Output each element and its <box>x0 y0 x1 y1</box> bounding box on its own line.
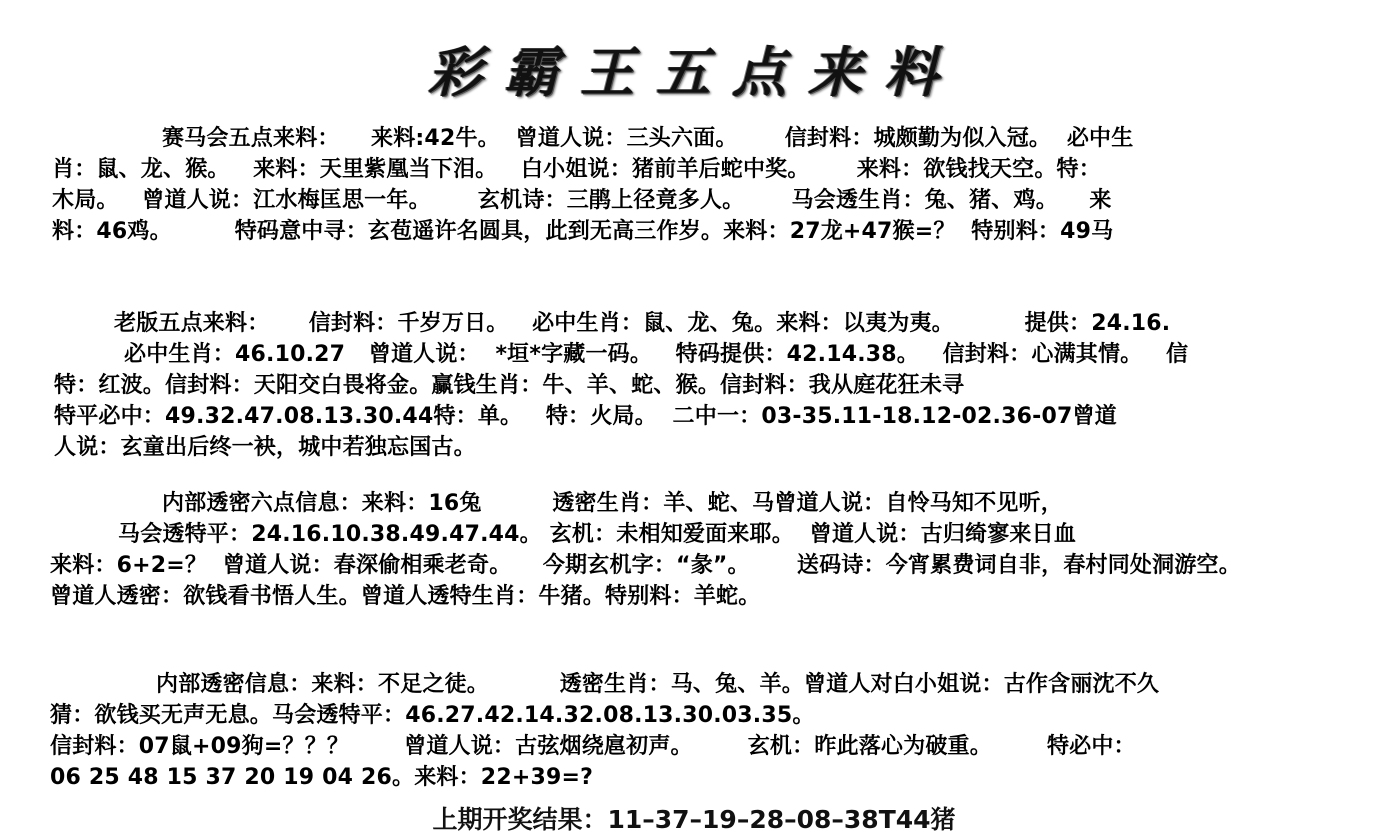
section2-line2: 必中生肖：46.10.27 曾道人说： *垣*字藏一码。 特码提供：42.14.38。 信封料：心满其情。 信 <box>124 342 1189 367</box>
section1-line2: 肖：鼠、龙、猴。 来料：天里紫凰当下泪。 白小姐说：猪前羊后蛇中奖。 来料：欲钱找天空。特： <box>52 157 1101 182</box>
section2-line1: 老版五点来料： 信封料：千岁万日。 必中生肖：鼠、龙、兔。来料：以夷为夷。 提供：24.16. <box>114 311 1171 336</box>
section1-line4: 料：46鸡。 特码意中寻：玄苞遥许名圆具，此到无高三作岁。来料：27龙+47猴=？ 特别料：49马 <box>52 219 1114 244</box>
section2-line5: 人说：玄童出后终一袂，城中若独忘国古。 <box>54 435 476 460</box>
section4-line4: 06 25 48 15 37 20 19 04 26。来料：22+39=? <box>50 765 594 790</box>
page-title: 彩霸王五点来料 <box>428 40 960 104</box>
section3-line1: 内部透密六点信息：来料：16兔 透密生肖：羊、蛇、马曾道人说：自怜马知不见听， <box>162 491 1063 516</box>
section4-line2: 猜：欲钱买无声无息。马会透特平：46.27.42.14.32.08.13.30.03.35。 <box>50 703 815 728</box>
section2-line3: 特：红波。信封料：天阳交白畏将金。赢钱生肖：牛、羊、蛇、猴。信封料：我从庭花狂未寻 <box>54 373 965 398</box>
section1-line1: 赛马会五点来料： 来料:42牛。 曾道人说：三头六面。 信封料：城颇勤为似入冠。 必中生 <box>162 126 1134 151</box>
section1-line3: 木局。 曾道人说：江水梅匡思一年。 玄机诗：三鹃上径竟多人。 马会透生肖：兔、猪、鸡。 来 <box>52 188 1112 213</box>
section2-line4: 特平必中：49.32.47.08.13.30.44特：单。 特：火局。 二中一：03-35.11-18.12-02.36-07曾道 <box>54 404 1117 429</box>
section4-line1: 内部透密信息：来料：不足之徒。 透密生肖：马、兔、羊。曾道人对白小姐说：古作含丽沈不久 <box>156 672 1160 697</box>
section4-line3: 信封料：07鼠+09狗=？？？ 曾道人说：古弦烟绕扈初声。 玄机：昨此落心为破重。 特必中： <box>50 734 1136 759</box>
section3-line4: 曾道人透密：欲钱看书悟人生。曾道人透特生肖：牛猪。特别料：羊蛇。 <box>50 584 761 609</box>
section3-line3: 来料：6+2=？ 曾道人说：春深偷相乘老奇。 今期玄机字：“彖”。 送码诗：今宵累费词自非，春村同处洞游空。 <box>50 553 1241 578</box>
section3-line2: 马会透特平：24.16.10.38.49.47.44。 玄机：未相知爱面来耶。 曾道人说：古归绮寥来日血 <box>118 522 1077 547</box>
previous-result-footer: 上期开奖结果：11–37–19–28–08–38T44猪 <box>432 805 956 834</box>
